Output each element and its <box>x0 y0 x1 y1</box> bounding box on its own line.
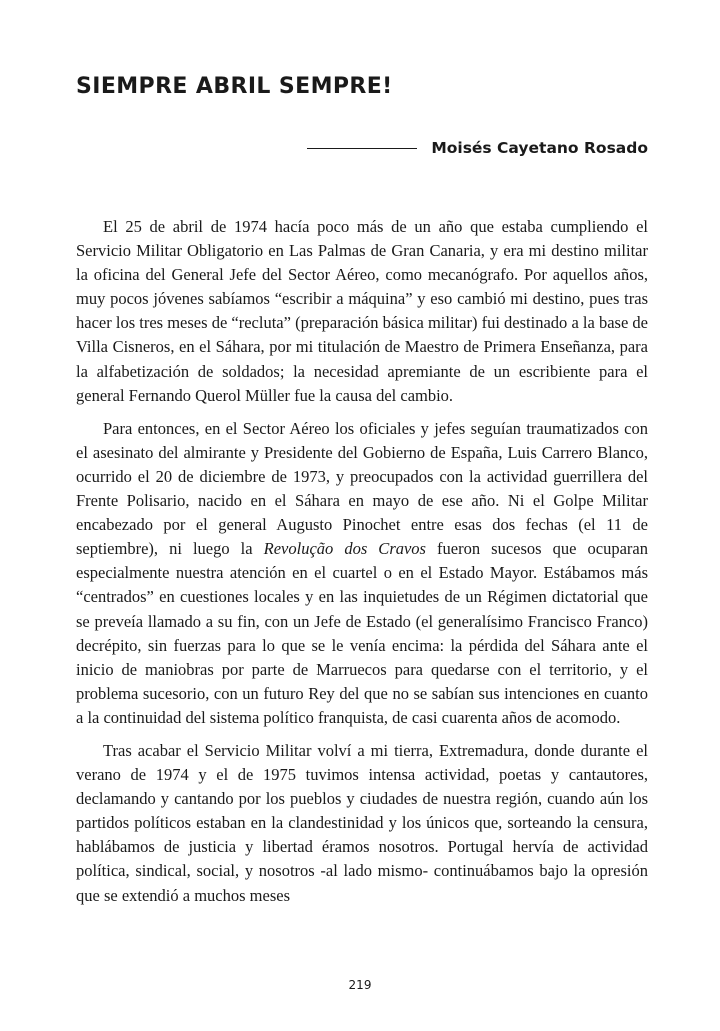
paragraph-1-text: El 25 de abril de 1974 hacía poco más de un año que estaba cumpliendo el Servicio Militar Obligatorio en Las Palmas de Gran Canaria, y era mi destino militar la oficina del General Jefe del Sector Aéreo, como mecanógrafo. Por aquellos años, muy pocos jóvenes sabíamos “escribir a máquina” y eso cambió mi destino, pues tras hacer los tres meses de “recluta” (preparación básica militar) fui destinado a la base de Villa Cisneros, en el Sáhara, por mi titulación de Maestro de Primera Enseñanza, para la alfabetización de soldados; la necesidad apremiante de un escribiente para el general Fernando Querol Müller fue la causa del cambio. <box>76 217 648 405</box>
byline-rule <box>307 148 417 149</box>
paragraph-2-text-end: fueron sucesos que ocuparan especialmente nuestra atención en el cuartel o en el Estado Mayor. Estábamos más “centrados” en cuestiones locales y en las inquietudes de un Régimen dictatorial que se preveía llamado a su fin, con un Jefe de Estado (el generalísimo Francisco Franco) decrépito, sin fuerzas para lo que se le venía encima: la pérdida del Sáhara ante el inicio de maniobras por parte de Marruecos para quedarse con el territorio, y el problema sucesorio, con un futuro Rey del que no se sabían sus intenciones en cuanto a la continuidad del sistema político franquista, de casi cuarenta años de acomodo. <box>76 539 648 727</box>
paragraph-2-italic-title: Revolução dos Cravos <box>263 539 426 559</box>
paragraph-3-text: Tras acabar el Servicio Militar volví a mi tierra, Extremadura, donde durante el verano de 1974 y el de 1975 tuvimos intensa actividad, poetas y cantautores, declamando y cantando por los pueblos y ciudades de nuestra región, cuando aún los partidos políticos estaban en la clandestinidad y los únicos que, sorteando la censura, hablábamos de justicia y libertad éramos nosotros. Portugal hervía de actividad política, sindical, social, y nosotros -al lado mismo- continuábamos bajo la opresión que se extendió a muchos meses <box>76 740 648 905</box>
paragraph-3 <box>76 739 648 908</box>
paragraph-2-text-start: Para entonces, en el Sector Aéreo los oficiales y jefes seguían traumatizados con el asesinato del almirante y Presidente del Gobierno de España, Luis Carrero Blanco, ocurrido el 20 de diciembre de 1973, y preocupados con la actividad guerrillera del Frente Polisario, nacido en el Sáhara en mayo de ese año. Ni el Golpe Militar encabezado por el general Augusto Pinochet entre esas dos fechas (el 11 de septiembre), ni luego la <box>76 418 648 559</box>
paragraph-1 <box>76 215 648 408</box>
author-name: Moisés Cayetano Rosado <box>431 139 648 157</box>
article-title: SIEMPRE ABRIL SEMPRE! <box>76 74 393 99</box>
article-body <box>76 215 648 917</box>
byline <box>307 139 648 157</box>
page-number: 219 <box>348 978 372 992</box>
paragraph-2 <box>76 417 648 730</box>
